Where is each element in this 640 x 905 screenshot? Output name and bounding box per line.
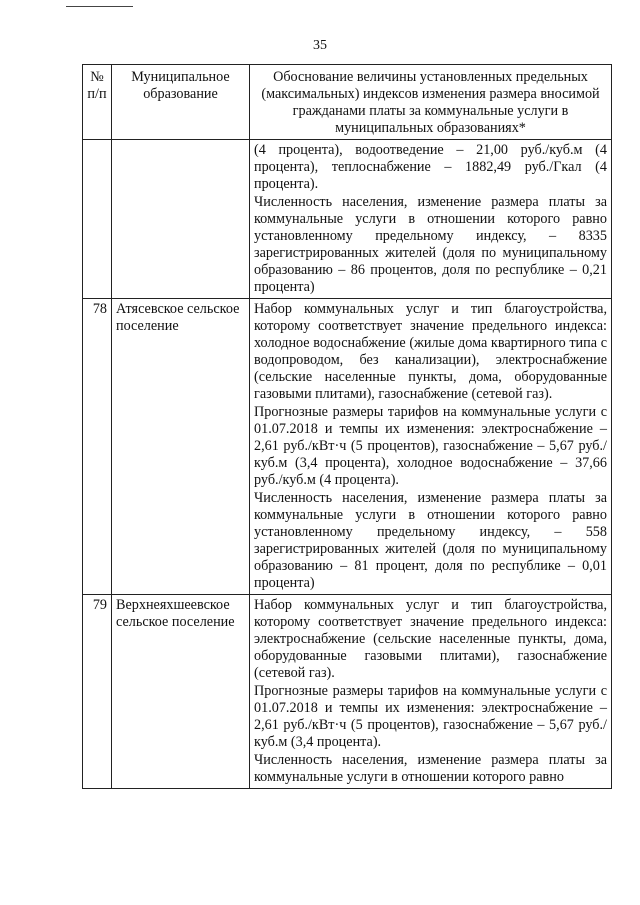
row-justification [250,299,612,595]
table-row [83,595,612,789]
row-number [83,140,112,299]
paragraph: Численность населения, изменение размера платы за коммунальные услуги в отношении которого равно установленному предельному индексу, – 558 зарегистрированных жителей (доля по муниципальному образованию – 81 процент, доля по республике – 0,01 процента) [254,490,607,591]
paragraph: Набор коммунальных услуг и тип благоустройства, которому соответствует значение предельного индекса: электроснабжение (сельские населенные пункты, дома, оборудованные газовыми плитами), газоснабжение (сетевой газ). [254,597,607,681]
paragraph: Набор коммунальных услуг и тип благоустройства, которому соответствует значение предельного индекса: холодное водоснабжение (жилые дома квартирного типа с водопроводом, без канализации), электроснабжение (сельские населенные пункты, дома, оборудованные газовыми плитами), газоснабжение (сетевой газ). [254,301,607,402]
top-rule [66,6,133,7]
row-municipality: Верхнеяхшеевское сельское поселение [112,595,250,789]
table-header-row [83,65,612,140]
row-number: 79 [83,595,112,789]
paragraph: Численность населения, изменение размера платы за коммунальные услуги в отношении которого равно [254,752,607,785]
paragraph: Прогнозные размеры тарифов на коммунальные услуги с 01.07.2018 и темпы их изменения: электроснабжение – 2,61 руб./кВт·ч (5 процентов), газоснабжение – 5,67 руб./куб.м (3,4 процента), холодное водоснабжение – 37,66 руб./куб.м (4 процента). [254,404,607,488]
tariff-index-table [82,64,612,789]
table-row [83,140,612,299]
row-municipality: Атясевское сельское поселение [112,299,250,595]
header-number: № п/п [83,65,112,140]
header-municipality: Муниципальное образование [112,65,250,140]
paragraph: Прогнозные размеры тарифов на коммунальные услуги с 01.07.2018 и темпы их изменения: электроснабжение – 2,61 руб./кВт·ч (5 процентов), газоснабжение – 5,67 руб./куб.м (3,4 процента). [254,683,607,750]
row-municipality [112,140,250,299]
page-number: 35 [313,38,327,53]
header-justification: Обоснование величины установленных предельных (максимальных) индексов изменения размера вносимой гражданами платы за коммунальные услуги в муниципальных образованиях* [250,65,612,140]
table-row [83,299,612,595]
paragraph: Численность населения, изменение размера платы за коммунальные услуги в отношении которого равно установленному предельному индексу, – 8335 зарегистрированных жителей (доля по муниципальному образованию – 86 процентов, доля по республике – 0,21 процента) [254,194,607,295]
row-number: 78 [83,299,112,595]
paragraph: (4 процента), водоотведение – 21,00 руб./куб.м (4 процента), теплоснабжение – 1882,49 руб./Гкал (4 процента). [254,142,607,192]
row-justification [250,140,612,299]
row-justification [250,595,612,789]
